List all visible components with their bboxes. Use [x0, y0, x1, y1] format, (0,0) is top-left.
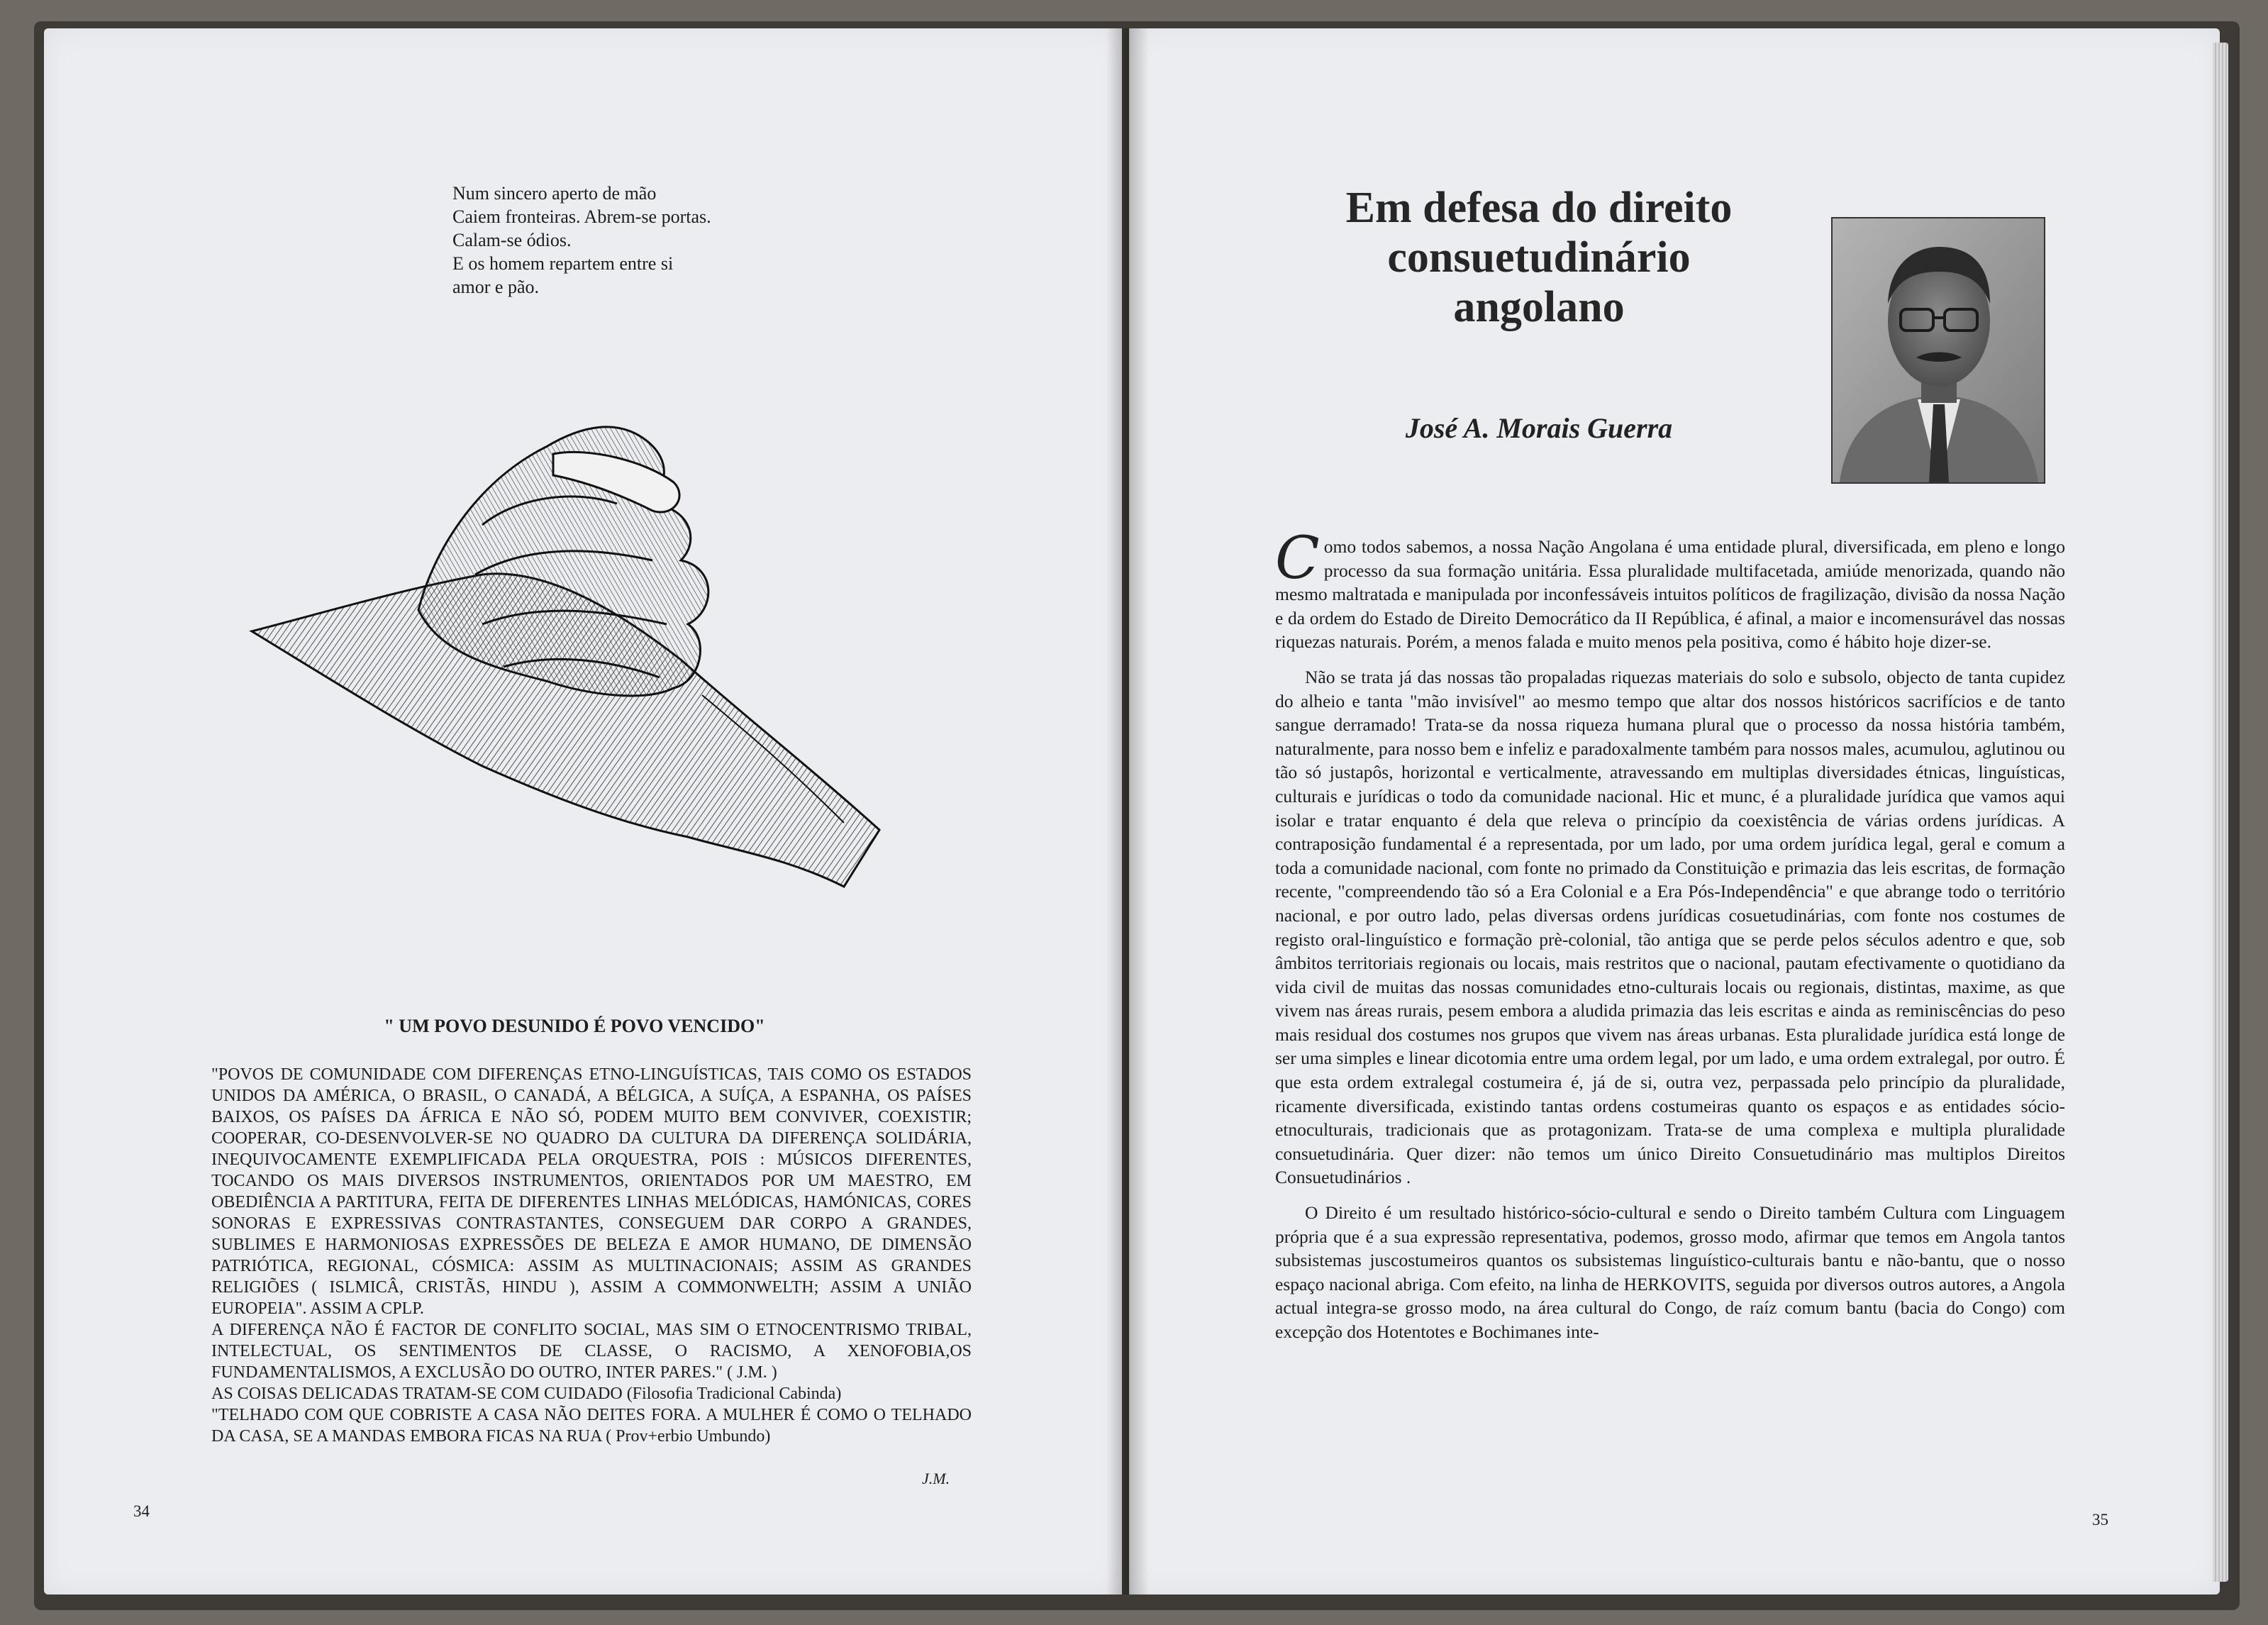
- poem-line: Num sincero aperto de mão: [452, 183, 657, 204]
- article-title: [1262, 183, 1816, 332]
- poem-line: amor e pão.: [452, 277, 540, 297]
- article-body: [1275, 525, 2065, 1355]
- quote-signature: J.M.: [922, 1470, 950, 1487]
- poem-line: E os homem repartem entre si: [452, 253, 674, 274]
- quote-paragraph: "POVOS DE COMUNIDADE COM DIFERENÇAS ETNO-LINGUÍSTICAS, TAIS COMO OS ESTADOS UNIDOS DA AMÉRICA, O BRASIL, O CANADÁ, A BÉLGICA, A SUÍÇA, A ESPANHA, OS PAÍSES BAIXOS, OS PAÍSES DA ÁFRICA E NÃO SÓ, PODEM MUITO BEM CONVIVER, COEXISTIR; COOPERAR, CO-DESENVOLVER-SE NO QUADRO DA CULTURA DA DIFERENÇA SOLIDÁRIA, INEQUIVOCAMENTE EXEMPLIFICADA PELA ORQUESTRA, POIS : MÚSICOS DIFERENTES, TOCANDO OS MAIS DIVERSOS INSTRUMENTOS, ORIENTADOS POR UM MAESTRO, EM OBEDIÊNCIA A PARTITURA, FEITA DE DIFERENTES LINHAS MELÓDICAS, HAMÓNICAS, CORES SONORAS E EXPRESSIVAS CONTRASTANTES, CONSEGUEM DAR CORPO A GRANDES, SUBLIMES E HARMONIOSAS EXPRESSÕES DE BELEZA E AMOR HUMANO, DE DIMENSÃO PATRIÓTICA, REGIONAL, CÓSMICA: ASSIM AS MULTINACIONAIS; ASSIM AS GRANDES RELIGIÕES ( ISLMICÂ, CRISTÃS, HINDU ), ASSIM A COMMONWELTH; ASSIM A UNIÃO EUROPEIA". ASSIM A CPLP.: [211, 1065, 972, 1318]
- quote-paragraph: AS COISAS DELICADAS TRATAM-SE COM CUIDADO (Filosofia Tradicional Cabinda): [211, 1385, 842, 1403]
- title-line: consuetudinário: [1387, 233, 1691, 282]
- author-portrait-icon: [1831, 217, 2045, 484]
- title-line: angolano: [1453, 283, 1625, 331]
- article-paragraph: [1275, 525, 2065, 654]
- quote-paragraph: A DIFERENÇA NÃO É FACTOR DE CONFLITO SOCIAL, MAS SIM O ETNOCENTRISMO TRIBAL, INTELECTUAL, OS SENTIMENTOS DE CLASSE, O RACISMO, A XENOFOBIA,OS FUNDAMENTALISMOS, A EXCLUSÃO DO OUTRO, INTER PARES." ( J.M. ): [211, 1321, 972, 1382]
- poem: [452, 182, 711, 299]
- page-number-left: 34: [133, 1502, 150, 1520]
- quote-body: [211, 1064, 972, 1447]
- article-paragraph: O Direito é um resultado histórico-sócio-cultural e sendo o Direito também Cultura com Linguagem própria que é a sua expressão representativa, podemos, grosso modo, afirmar que temos em Angola tantos subsistemas juscostumeiros quantos os subsistemas linguístico-culturais bantu e não-bantu, que o nosso espaço nacional abriga. Com efeito, na linha de HERKOVITS, seguida por diversos outros autores, a Angola actual integra-se grosso modo, na área cultural do Congo, de raíz comum bantu (bacia do Congo) com excepção dos Hotentotes e Bochimanes inte-: [1275, 1202, 2065, 1342]
- poem-line: Caiem fronteiras. Abrem-se portas.: [452, 206, 711, 227]
- page-number-right: 35: [2092, 1511, 2108, 1529]
- article-author: José A. Morais Guerra: [1405, 412, 1673, 444]
- book-gutter: [1106, 28, 1149, 1595]
- quote-paragraph: "TELHADO COM QUE COBRISTE A CASA NÃO DEITES FORA. A MULHER É COMO O TELHADO DA CASA, SE A MANDAS EMBORA FICAS NA RUA ( Prov+erbio Umbundo): [211, 1406, 972, 1446]
- title-line: Em defesa do direito: [1345, 184, 1733, 232]
- clasped-hands-icon: [248, 397, 901, 922]
- page-edges: [2213, 43, 2228, 1582]
- article-paragraph: Não se trata já das nossas tão propaladas riquezas materiais do solo e subsolo, objecto de tanta cupidez do alheio e tanta "mão invisível" ao mesmo tempo que altar dos nossos históricos sacrifícios e de tanto sangue derramado! Trata-se da nossa riqueza humana plural que o processo da nossa história também, naturalmente, para nosso bem e infeliz e paradoxalmente também para nossos males, acumulou, aglutinou ou tão só justapôs, horizontal e verticalmente, atravessando em multiplas diversidades étnicas, linguísticas, culturais e jurídicas o todo da comunidade nacional. Hic et munc, é a pluralidade jurídica que vamos aqui isolar e tratar enquanto é dela que releva o princípio da coexistência de várias ordens jurídicas. A contraposição fundamental é a representada, por um lado, por uma ordem jurídica legal, geral e comum a toda a comunidade nacional, com fonte no primado da Constituição e primazia das leis escritas, de formação recente, "compreendendo tão só a Era Colonial e a Era Pós-Independência" e que abrange todo o território nacional, e por outro lado, pelas diversas ordens jurídicas cosuetudinárias, com fonte nos costumes de registo oral-linguístico e formação prè-colonial, tão antiga que se perde pelos séculos adentro e que, sob âmbitos territoriais regionais ou locais, mais restritos que o nacional, pautam efectivamente o quotidiano da vida civil de muitas das nossas comunidades etno-culturais locais ou regionais, distintas, maxime, as que vivem nas áreas rurais, pesem embora a aludida primazia das leis escritas e ainda as reminiscências do peso mais residual dos costumes nos grupos que vivem nas áreas urbanas. Esta pluralidade jurídica está longe de ser uma simples e linear dicotomia entre uma ordem legal, por um lado, e uma ordem extralegal, por outro. É que esta ordem extralegal costumeira é, já de si, outra vez, perpassada pelo princípio da pluralidade, ricamente diversificada, existindo tantas ordens costumeiras quanto os espaços e as entidades sócio-etnoculturais, tradicionais que as protagonizam. Trata-se de uma complexa e multipla pluralidade consuetudinária. Quer dizer: não temos um único Direito Consuetudinário mas multiplos Direitos Consuetudinários .: [1275, 666, 2065, 1188]
- first-paragraph-text: omo todos sabemos, a nossa Nação Angolana é uma entidade plural, diversificada, em pleno e longo processo da sua formação unitária. Essa pluralidade multifacetada, amiúde menorizada, quando não mesmo maltratada e manipulada por inconfessáveis intuitos políticos de fragilização, divisão da nossa Nação e da ordem do Estado de Direito Democrático da II República, é afinal, a maior e incomensurável das nossas riquezas naturais. Porém, a menos falada e muito menos pela positiva, como é hábito hoje dizer-se.: [1275, 536, 2065, 653]
- quote-title: " UM POVO DESUNIDO É POVO VENCIDO": [384, 1016, 765, 1036]
- drop-cap: C: [1275, 525, 1320, 592]
- poem-line: Calam-se ódios.: [452, 230, 572, 250]
